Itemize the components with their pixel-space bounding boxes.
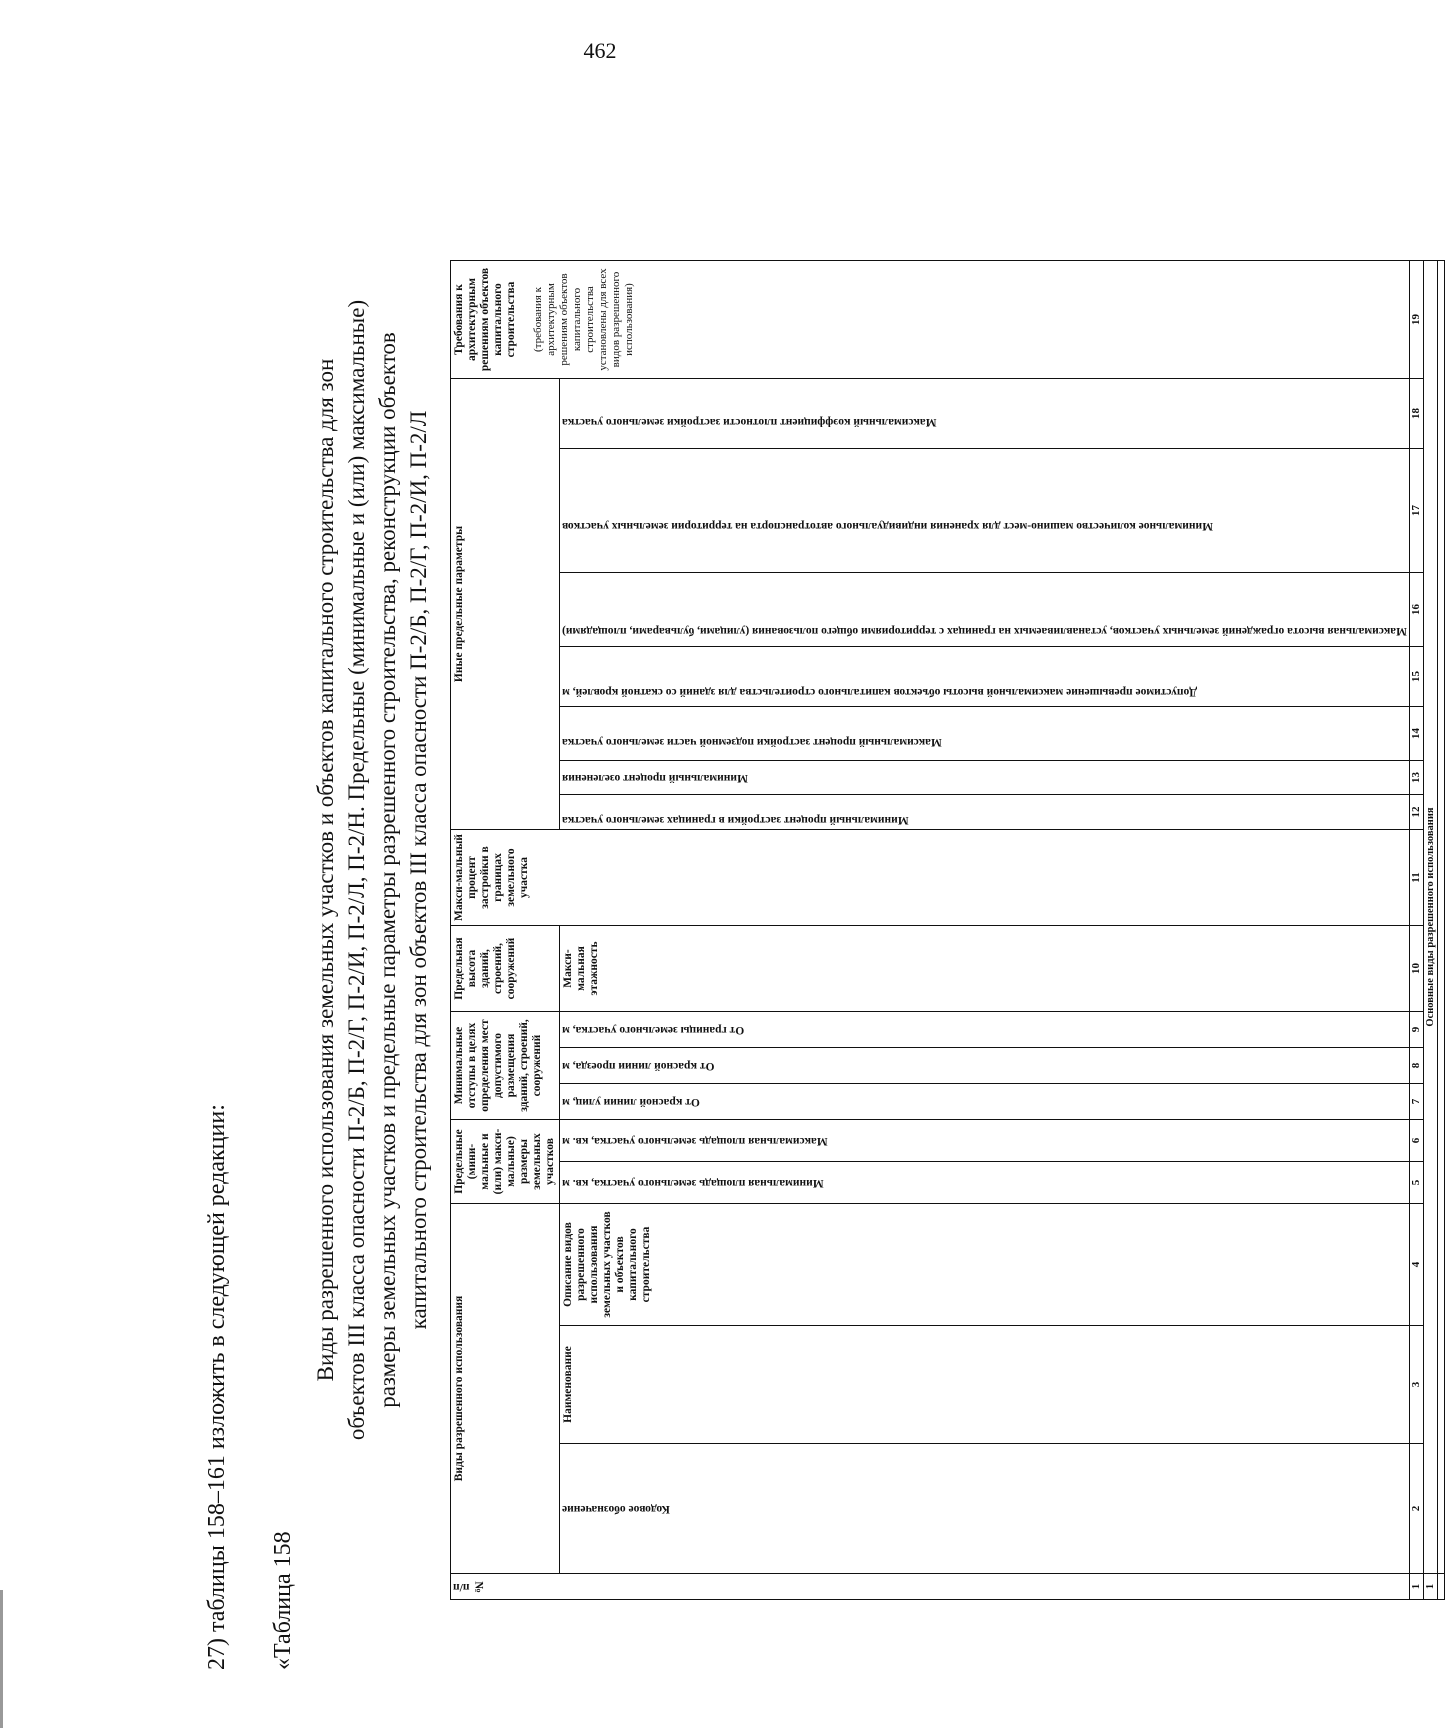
column-number: 17 [1409,449,1423,573]
header-from-border: От границы земельного участка, м [560,1012,1410,1048]
header-from-street: От красной линии улиц, м [560,1084,1410,1120]
header-c14: Максимальный процент застройки подземной части земельного участка [560,707,1410,761]
column-number: 11 [1409,830,1423,926]
header-height: Предельная высота зданий, строений, сооружений [451,926,560,1012]
header-min-area: Минимальная площадь земельного участка, кв. м [560,1162,1410,1204]
header-c15: Допустимое превышение максимальной высоты объектов капитального строительства для зданий со скатной кровлей, м [560,647,1410,707]
scan-edge [0,1590,3,1728]
rotated-page-content [52,70,1436,1670]
header-other: Иные предельные параметры [451,379,560,830]
header-num: № п/п [451,1574,1410,1600]
column-number: 16 [1409,573,1423,647]
column-number: 3 [1409,1326,1423,1444]
title-line: капитального строительства для зон объектов III класса опасности П-2/Б, П-2/Г, П-2/И, П-2/Л [406,410,431,1330]
title-line: размеры земельных участков и предельные параметры разрешенного строительства, реконструкции объектов [375,332,400,1408]
header-c18: Максимальный коэффициент плотности застройки земельного участка [560,379,1410,449]
page-number: 462 [583,38,617,63]
column-number: 2 [1409,1444,1423,1574]
header-c17: Минимальное количество машино-мест для хранения индивидуального автотранспорта на территории земельных участков [560,449,1410,573]
header-max-area: Максимальная площадь земельного участка, кв. м [560,1120,1410,1162]
column-number: 5 [1409,1162,1423,1204]
column-number-row [1409,261,1423,1600]
column-number: 19 [1409,261,1423,379]
header-plot-sizes: Предельные (мини-мальные и (или) макси-мальные) размеры земельных участков [451,1120,560,1204]
section-row-num: 1 [1423,1574,1437,1600]
section-row [1423,261,1437,1600]
header-c13: Минимальный процент озеленения [560,761,1410,795]
header-name: Наименование [560,1326,1410,1444]
table-reference: «Таблица 158 [270,1531,296,1670]
header-vri: Виды разрешенного использования [451,1204,560,1574]
header-setbacks: Минимальные отступы в целях определения мест допустимого размещения зданий, строений, сооружений [451,1012,560,1120]
column-number: 13 [1409,761,1423,795]
table-title [310,70,434,1670]
architecture-note: (требования к архитектурным решениям объектов капитального строительства установлены для всех видов разрешенного использования) [532,268,635,371]
column-number: 7 [1409,1084,1423,1120]
title-line: Виды разрешенного использования земельных участков и объектов капитального строительства для зон [313,358,338,1382]
header-c16: Максимальная высота ограждений земельных участков, устанавливаемых на границах с территориями общего пользования (улицами, бульварами, площадями) [560,573,1410,647]
empty-row [1437,261,1444,1600]
header-max-build: Макси-мальный процент застройки в границах земельного участка [451,830,1410,926]
intro-line: 27) таблицы 158–161 изложить в следующей редакции: [204,1104,230,1670]
header-from-passage: От красной линии проезда, м [560,1048,1410,1084]
column-number: 6 [1409,1120,1423,1162]
column-number: 12 [1409,795,1423,830]
column-number: 1 [1409,1574,1423,1600]
title-line: объектов III класса опасности П-2/Б, П-2/Г, П-2/И, П-2/Л, П-2/Н. Предельные (минимальные и (или) максимальные) [344,299,369,1441]
column-number: 14 [1409,707,1423,761]
column-number: 10 [1409,926,1423,1012]
column-number: 9 [1409,1012,1423,1048]
column-number: 4 [1409,1204,1423,1326]
section-row-label: Основные виды разрешенного использования [1423,261,1437,1574]
header-max-floors: Макси-мальная этажность [560,926,1410,1012]
column-number: 15 [1409,647,1423,707]
column-number: 8 [1409,1048,1423,1084]
header-description: Описание видов разрешенного использования земельных участков и объектов капитального строительства [560,1204,1410,1326]
header-c12: Минимальный процент застройки в границах земельного участка [560,795,1410,830]
zoning-table [450,260,1445,1600]
header-code: Кодовое обозначение [560,1444,1410,1574]
column-number: 18 [1409,379,1423,449]
header-architecture: Требования к архитектурным решениям объектов капитального строительства (требования к архитектурным решениям объектов капитального строительства установлены для всех видов разрешенного использования) [451,261,1410,379]
